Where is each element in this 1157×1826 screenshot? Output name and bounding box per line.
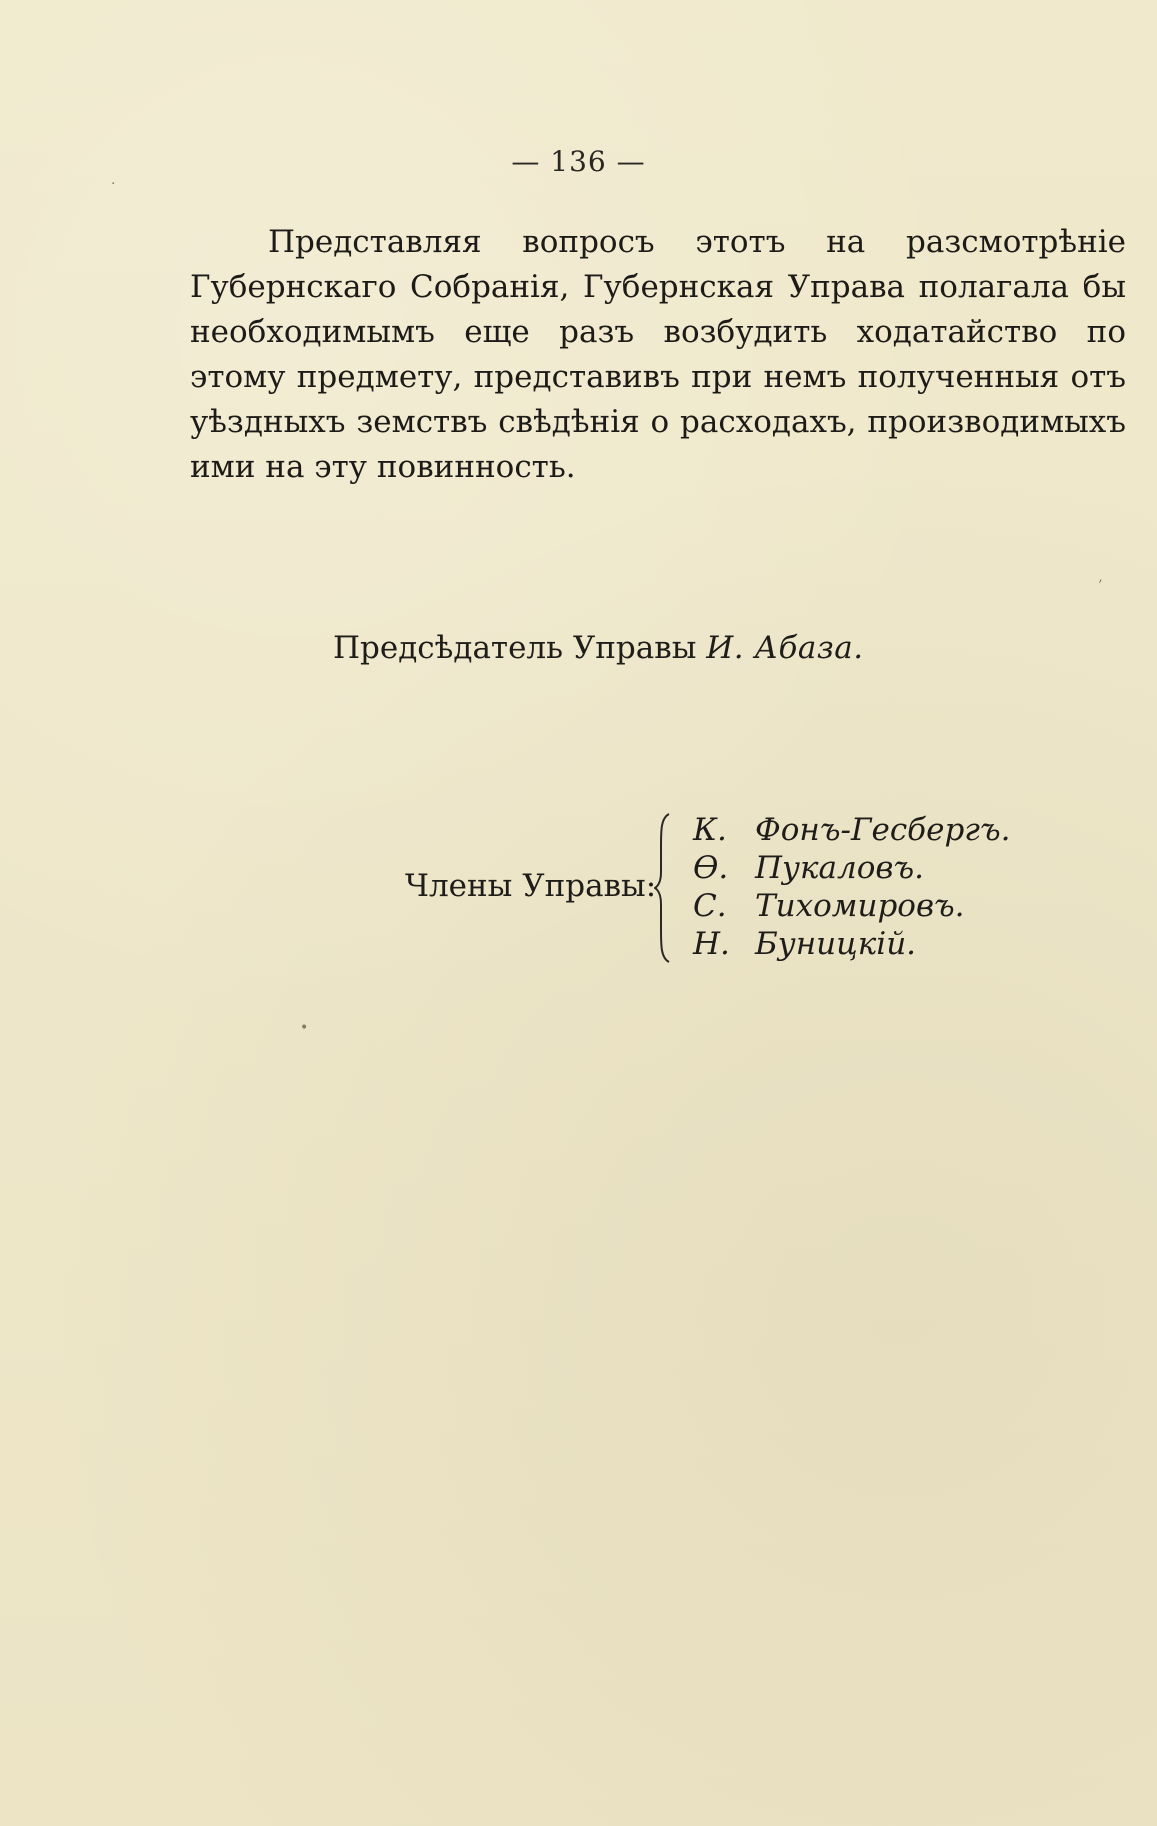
members-brace — [654, 812, 672, 964]
chairman-label: Предсѣдатель Управы — [333, 630, 697, 666]
member-initial: Н. — [693, 926, 730, 962]
ink-speck: ’ — [1098, 578, 1103, 594]
member-initial: К. — [693, 812, 727, 848]
main-paragraph — [190, 220, 1126, 490]
member-initial: С. — [693, 888, 727, 924]
member-surname: Фонъ-Гесбергъ. — [755, 812, 1011, 848]
chairman-signature-line — [333, 628, 864, 668]
member-row — [693, 925, 1010, 963]
member-surname: Пукаловъ. — [755, 850, 924, 886]
ink-speck: • — [300, 1020, 309, 1036]
member-row — [693, 887, 1010, 925]
member-initial: Ѳ. — [693, 850, 729, 886]
member-row — [693, 849, 1010, 887]
page-number: — 136 — — [511, 145, 646, 178]
member-surname: Буницкій. — [755, 926, 917, 962]
ink-speck: · — [111, 176, 116, 192]
member-row — [693, 811, 1010, 849]
paragraph-text: Представляя вопросъ этотъ на разсмотрѣніе Губернскаго Собранія, Губернская Управа полагала бы необходимымъ еще разъ возбудить ходатайство по этому предмету, представивъ при немъ полученныя отъ уѣздныхъ земствъ свѣдѣнія о расходахъ, производимыхъ ими на эту повинность. — [190, 224, 1126, 485]
member-surname: Тихомировъ. — [755, 888, 965, 924]
members-label: Члены Управы: — [405, 868, 657, 904]
chairman-name: И. Абаза. — [706, 630, 864, 666]
members-list — [693, 811, 1010, 963]
